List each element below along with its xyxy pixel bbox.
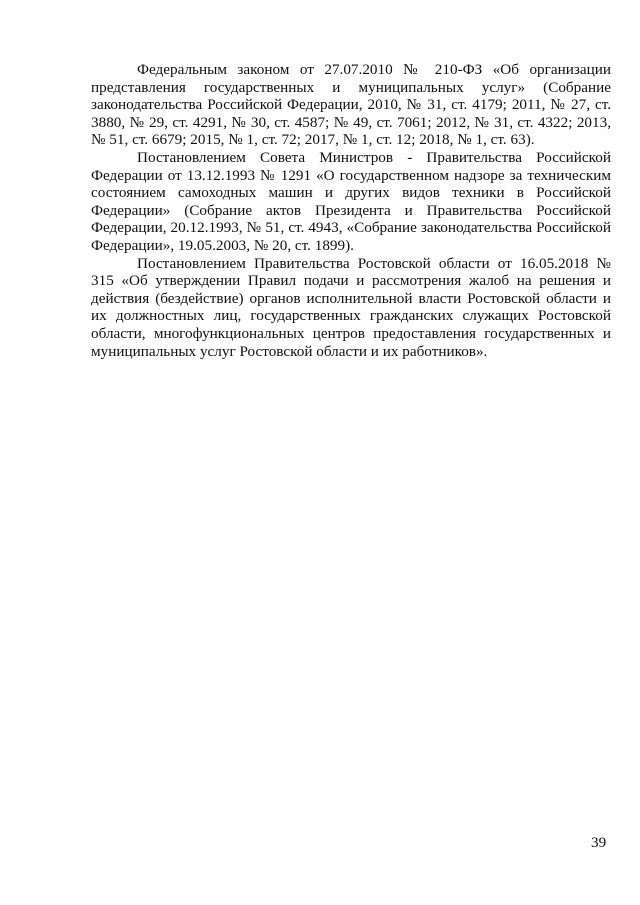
page-number: 39 bbox=[591, 834, 607, 851]
paragraph-federal-law: Федеральным законом от 27.07.2010 № 210-ФЗ «Об организации представления государственных и муниципальных услуг» (Собрание законодательства Российской Федерации, 2010, № 31, ст. 4179; 2011, № 27, ст. 3880, № 29, ст. 4291, № 30, ст. 4587; № 49, ст. 7061; 2012, № 31, ст. 4322; 2013, № 51, ст. 6679; 2015, № 1, ст. 72; 2017, № 1, ст. 12; 2018, № 1, ст. 63). bbox=[91, 61, 611, 149]
paragraph-council-resolution: Постановлением Совета Министров - Правительства Российской Федерации от 13.12.1993 № 1291 «О государственном надзоре за техническим состоянием самоходных машин и других видов техники в Российской Федерации» (Собрание актов Президента и Правительства Российской Федерации, 20.12.1993, № 51, ст. 4943, «Собрание законодательства Российской Федерации», 19.05.2003, № 20, ст. 1899). bbox=[91, 148, 611, 254]
document-body bbox=[91, 61, 611, 360]
paragraph-rostov-resolution: Постановлением Правительства Ростовской области от 16.05.2018 № 315 «Об утверждении Правил подачи и рассмотрения жалоб на решения и действия (бездействие) органов исполнительной власти Ростовской области и их должностных лиц, государственных гражданских служащих Ростовской области, многофункциональных центров предоставления государственных и муниципальных услуг Ростовской области и их работников». bbox=[91, 254, 611, 360]
